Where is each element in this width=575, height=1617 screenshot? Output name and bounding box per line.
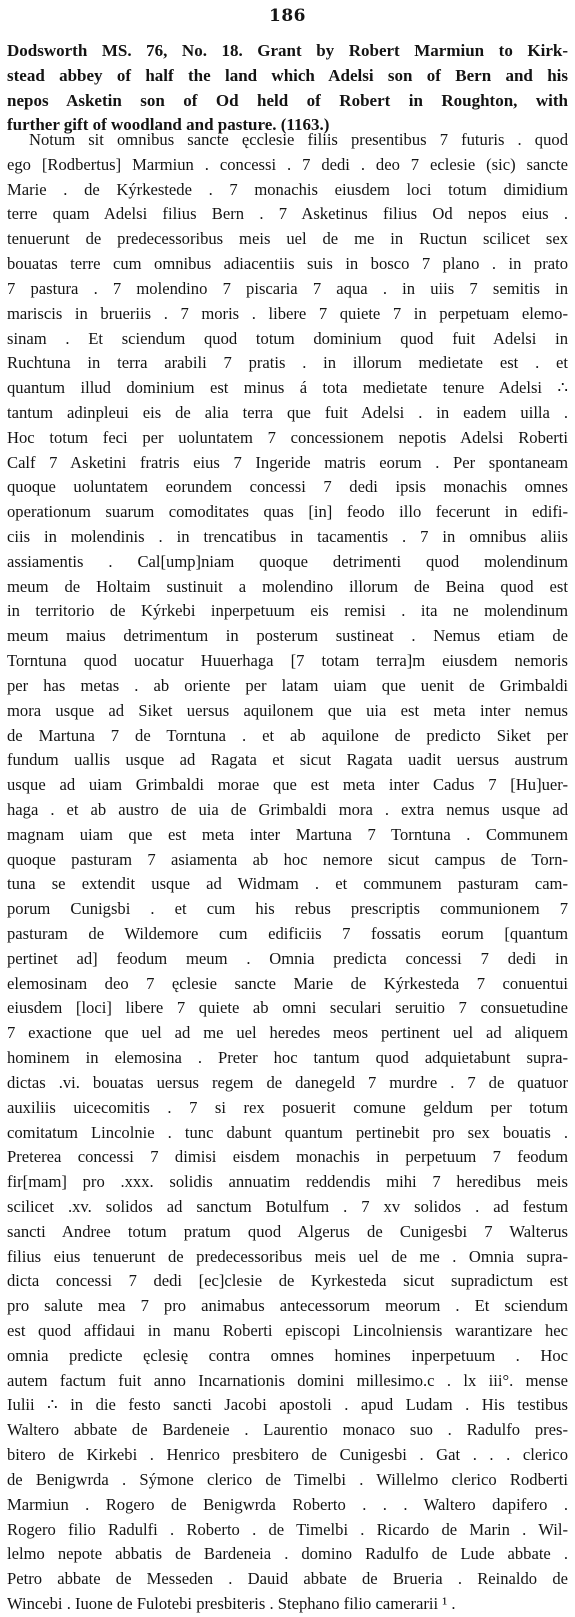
text-line: Marie . de Kýrkestede . 7 monachis eiusdem loci totum dimidium [7, 179, 568, 199]
text-line: sancti Andree totum pratum quod Algerus de Cunigesbi 7 Walterus [7, 1221, 568, 1241]
heading-line: further gift of woodland and pasture. (1163.) [7, 115, 330, 135]
text-line: est quod affidaui in manu Roberti episcopi Lincolniensis warantizare hec [7, 1321, 568, 1340]
text-line: bouatas terre cum omnibus adiacentiis suis in bosco 7 plano . in prato [7, 254, 568, 274]
text-line: haga . et ab austro de uia de Grimbaldi mora . extra nemus usque ad [7, 799, 568, 819]
page-number: 186 [269, 6, 306, 26]
text-line: meum maius detrimentum in posterum sustineat . Nemus etiam de [7, 626, 568, 646]
text-line: 7 exactione que uel ad me uel heredes meos pertinent uel ad aliquem [7, 1023, 568, 1043]
text-line: hominem in elemosina . Preter hoc tantum quod adquietabunt supra- [7, 1048, 568, 1068]
text-line: tantum adinpleui eis de alia terra que fuit Adelsi . in eadem uilla . [7, 402, 568, 422]
text-line: sinam . Et sciendum quod totum dominium quod fuit Adelsi in [7, 328, 568, 348]
text-line: mariscis in brueriis . 7 moris . libere 7 quiete 7 in perpetuam elemo- [7, 303, 568, 323]
text-line: omnia predicte ęclesię contra omnes homines inperpetuum . Hoc [7, 1345, 568, 1365]
text-line: operationum suarum comoditates quas [in] feodo illo fecerunt in edifi- [7, 502, 568, 522]
text-line: porum Cunigsbi . et cum his rebus prescriptis communionem 7 [7, 899, 568, 919]
text-line: eiusdem [loci] libere 7 quiete ab omni seculari seruitio 7 consuetudine [7, 998, 568, 1018]
text-line: comitatum Lincolnie . tunc dabunt quantum pertinebit pro sex bouatis . [7, 1122, 568, 1142]
text-line: ciis in molendinis . in trencatibus in tacamentis . 7 in omnibus aliis [7, 527, 568, 546]
charter-text [7, 128, 568, 1617]
text-line: ego [Rodbertus] Marmiun . concessi . 7 dedi . deo 7 eclesie (sic) sancte [7, 154, 568, 174]
text-line: terre quam Adelsi filius Bern . 7 Asketinus filius Od nepos eius . [7, 204, 568, 224]
text-line: pro salute mea 7 pro animabus antecessorum meorum . Et sciendum [7, 1296, 568, 1316]
text-line: de Martuna 7 de Torntuna . et ab aquilone de predicto Siket per [7, 725, 568, 745]
text-line: auxiliis uicecomitis . 7 si rex posuerit comune geldum per totum [7, 1097, 568, 1117]
text-line: de Benigwrda . Sýmone clerico de Timelbi . Willelmo clerico Rodberti [7, 1469, 568, 1489]
heading-line: stead abbey of half the land which Adelsi son of Bern and his [7, 65, 568, 85]
text-line: Marmiun . Rogero de Benigwrda Roberto . . . Waltero dapifero . [7, 1494, 568, 1514]
text-line: tenuerunt de predecessoribus meis uel de me in Ructun scilicet sex [7, 229, 568, 249]
text-line: magnam uiam que est meta inter Martuna 7 Torntuna . Communem [7, 824, 568, 844]
text-line: quoque uoluntatem eorundem concessi 7 dedi ipsis monachis omnes [7, 477, 568, 497]
text-line: Petro abbate de Messeden . Dauid abbate de Brueria . Reinaldo de [7, 1569, 568, 1589]
text-line: assiamentis . Cal[ump]niam quoque detrimenti quod molendinum [7, 551, 568, 571]
text-line: per has metas . ab oriente per latam uiam que uenit de Grimbaldi [7, 675, 568, 695]
charter-heading [7, 40, 568, 139]
text-line: pasturam de Wildemore cum edificiis 7 fossatis eorum [quantum [7, 924, 568, 943]
text-line: 7 pastura . 7 molendino 7 piscaria 7 aqua . in uiis 7 semitis in [7, 278, 568, 298]
text-line: lelmo nepote abbatis de Bardeneia . domino Radulfo de Lude abbate . [7, 1544, 568, 1564]
text-line: bitero de Kirkebi . Henrico presbitero de Cunigesbi . Gat . . . clerico [7, 1445, 568, 1465]
text-line: Calf 7 Asketini fratris eius 7 Ingeride matris eorum . Per spontaneam [7, 452, 568, 472]
heading-line: Dodsworth MS. 76, No. 18. Grant by Robert Marmiun to Kirk- [7, 41, 568, 60]
text-line: in territorio de Kýrkebi inperpetuum eis remisi . ita ne molendinum [7, 601, 568, 621]
text-line: dicta concessi 7 dedi [ec]clesie de Kyrkesteda sicut supradictum est [7, 1271, 568, 1291]
text-line: fundum uallis usque ad Ragata et sicut Ragata uadit uersus austrum [7, 750, 568, 770]
text-line: scilicet .xv. solidos ad sanctum Botulfum . 7 xv solidos . ad festum [7, 1196, 568, 1216]
text-line: pertinet ad] feodum meum . Omnia predicta concessi 7 dedi in [7, 948, 568, 968]
text-line: tuna se extendit usque ad Widmam . et communem pasturam cam- [7, 874, 568, 894]
text-line: fir[mam] pro .xxx. solidis annuatim reddendis mihi 7 heredibus meis [7, 1172, 568, 1192]
text-line: dictas .vi. bouatas uersus regem de danegeld 7 murdre . 7 de quatuor [7, 1072, 568, 1092]
text-line: usque ad uiam Grimbaldi morae que est meta inter Cadus 7 [Hu]uer- [7, 775, 568, 795]
text-line: Notum sit omnibus sancte ęcclesie filiis presentibus 7 futuris . quod [29, 130, 568, 149]
text-line: Rogero filio Radulfi . Roberto . de Timelbi . Ricardo de Marin . Wil- [7, 1519, 568, 1539]
text-line: Waltero abbate de Bardeneie . Laurentio monaco suo . Radulfo pres- [7, 1420, 568, 1440]
text-line: filius eius tenuerunt de predecessoribus meis uel de me . Omnia supra- [7, 1246, 568, 1266]
text-line: quantum illud dominium est minus á tota medietate tenure Adelsi ∴ [7, 378, 568, 398]
text-line: Iulii ∴ in die festo sancti Jacobi apostoli . apud Ludam . His testibus [7, 1395, 568, 1415]
text-line: meum de Holtaim sustinuit a molendino illorum de Beina quod est [7, 576, 568, 596]
text-line: Ruchtuna in terra arabili 7 pratis . in illorum medietate est . et [7, 353, 568, 373]
heading-line: nepos Asketin son of Od held of Robert in Roughton, with [7, 90, 568, 110]
text-line: mora usque ad Siket uersus aquilonem que uia est meta inter nemus [7, 700, 568, 720]
text-line: Wincebi . Iuone de Fulotebi presbiteris . Stephano filio camerarii ¹ . [7, 1593, 456, 1613]
text-line: autem factum fuit anno Incarnationis domini millesimo.c . lx iii°. mense [7, 1370, 568, 1390]
text-line: quoque pasturam 7 asiamenta ab hoc nemore sicut campus de Torn- [7, 849, 568, 869]
text-line: Preterea concessi 7 dimisi eisdem monachis in perpetuum 7 feodum [7, 1147, 568, 1167]
text-line: Torntuna quod uocatur Huuerhaga [7 totam terra]m eiusdem nemoris [7, 651, 568, 671]
text-line: Hoc totum feci per uoluntatem 7 concessionem nepotis Adelsi Roberti [7, 427, 568, 447]
text-line: elemosinam deo 7 ęclesie sancte Marie de Kýrkesteda 7 conuentui [7, 973, 568, 993]
